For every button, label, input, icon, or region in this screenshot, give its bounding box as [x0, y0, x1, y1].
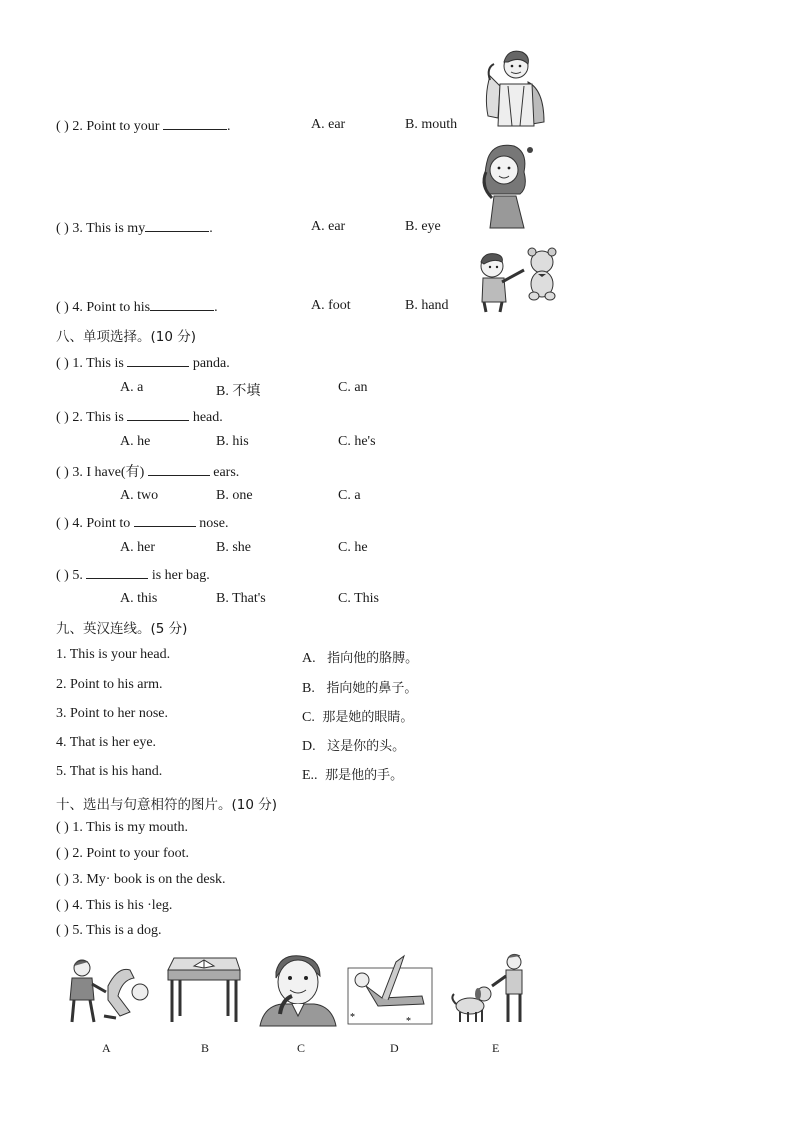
answer-paren[interactable]: ( ) [56, 119, 69, 134]
answer-paren[interactable]: ( ) [56, 820, 69, 835]
match-letter: A. [302, 651, 316, 666]
answer-paren[interactable]: ( ) [56, 465, 69, 480]
question-text: 2. Point to your foot. [72, 846, 189, 861]
picture-label-c: C [297, 1041, 306, 1055]
option-b: B. she [216, 540, 251, 555]
option-c: C. he's [338, 434, 376, 449]
match-text: 那是她的眼睛。 [322, 710, 414, 725]
match-right-5[interactable] [302, 764, 403, 784]
option-a: A. ear [311, 117, 346, 132]
question-text: 2. This is [72, 410, 124, 425]
match-left-3[interactable]: 3. Point to her nose. [56, 706, 168, 721]
option-b: B. his [216, 434, 249, 449]
boy-with-teddy-bear-icon [474, 246, 564, 312]
boy-leg-up-icon [348, 954, 436, 1026]
match-right-3[interactable] [302, 706, 413, 726]
question-text: 3. My· book is on the desk. [72, 872, 226, 887]
kids-playing-icon [60, 956, 152, 1026]
option-a: A. her [120, 540, 155, 555]
match-text: 那是他的手。 [325, 768, 404, 783]
svg-text:*: * [350, 1012, 355, 1023]
q10-1 [56, 820, 188, 836]
option-c: C. he [338, 540, 368, 555]
answer-paren[interactable]: ( ) [56, 516, 69, 531]
boy-pointing-mouth-icon [258, 954, 338, 1026]
option-b: B. That's [216, 591, 266, 606]
match-left-1[interactable]: 1. This is your head. [56, 647, 171, 662]
match-right-4[interactable] [302, 735, 405, 755]
question-text-end: ears. [213, 465, 240, 480]
q10-5 [56, 923, 162, 939]
answer-blank[interactable] [127, 354, 189, 367]
option-b: B. one [216, 488, 253, 503]
match-left-4[interactable]: 4. That is her eye. [56, 735, 157, 750]
option-c: C. This [338, 591, 379, 606]
question-text: 5. [72, 568, 83, 583]
question-text: 3. I have(有) [72, 465, 145, 480]
q8-5 [56, 566, 210, 584]
svg-text:*: * [406, 1016, 411, 1027]
question-text-end: panda. [192, 356, 230, 371]
question-text: 4. Point to [72, 516, 131, 531]
answer-blank[interactable] [127, 408, 189, 421]
answer-paren[interactable]: ( ) [56, 923, 69, 938]
option-a: A. he [120, 434, 151, 449]
answer-blank[interactable] [86, 566, 148, 579]
match-letter: D. [302, 739, 316, 754]
period: . [214, 300, 218, 315]
answer-blank[interactable] [145, 219, 209, 232]
boy-with-backpack-icon [478, 46, 558, 128]
question-text: 3. This is my [72, 221, 146, 236]
answer-paren[interactable]: ( ) [56, 568, 69, 583]
section-9-title: 九、英汉连线。(5 分) [56, 621, 188, 637]
q10-2 [56, 846, 189, 862]
question-text: 5. This is a dog. [72, 923, 162, 938]
option-b: B. hand [405, 298, 449, 313]
match-text: 这是你的头。 [327, 739, 406, 754]
question-text-end: head. [192, 410, 223, 425]
q10-3 [56, 872, 226, 888]
period: . [209, 221, 213, 236]
answer-paren[interactable]: ( ) [56, 300, 69, 315]
option-a: A. this [120, 591, 158, 606]
option-a: A. ear [311, 219, 346, 234]
answer-paren[interactable]: ( ) [56, 356, 69, 371]
q7-3-row [56, 219, 213, 237]
match-letter: C. [302, 710, 315, 725]
desk-with-book-icon [166, 954, 242, 1026]
question-text-end: nose. [199, 516, 229, 531]
answer-paren[interactable]: ( ) [56, 898, 69, 913]
answer-blank[interactable] [148, 463, 210, 476]
question-text: 4. Point to his [72, 300, 151, 315]
option-c: C. a [338, 488, 361, 503]
option-a: A. foot [311, 298, 351, 313]
q7-4-row [56, 298, 218, 316]
option-b: B. eye [405, 219, 441, 234]
answer-blank[interactable] [150, 298, 214, 311]
question-text-end: is her bag. [151, 568, 210, 583]
section-10-title: 十、选出与句意相符的图片。(10 分) [56, 797, 278, 813]
question-text: 1. This is [72, 356, 124, 371]
picture-label-e: E [492, 1041, 500, 1055]
answer-blank[interactable] [134, 514, 196, 527]
match-left-5[interactable]: 5. That is his hand. [56, 764, 163, 779]
q10-4 [56, 898, 172, 914]
question-text: 4. This is his ·leg. [72, 898, 173, 913]
option-a: A. two [120, 488, 159, 503]
q8-1 [56, 354, 230, 372]
match-right-1[interactable] [302, 647, 418, 667]
question-text: 1. This is my mouth. [72, 820, 188, 835]
match-letter: E.. [302, 768, 318, 783]
boy-with-dog-icon [448, 950, 532, 1026]
option-b: B. 不填 [216, 384, 261, 399]
picture-label-a: A [102, 1041, 111, 1055]
q8-4 [56, 514, 228, 532]
match-letter: B. [302, 681, 315, 696]
q7-2-row [56, 117, 230, 135]
picture-label-d: D [390, 1041, 399, 1055]
answer-paren[interactable]: ( ) [56, 410, 69, 425]
picture-label-b: B [201, 1041, 210, 1055]
match-text: 指向他的胳膊。 [327, 651, 419, 666]
match-right-2[interactable] [302, 677, 417, 697]
section-8-title: 八、单项选择。(10 分) [56, 329, 197, 345]
match-text: 指向她的鼻子。 [326, 681, 418, 696]
q8-3 [56, 461, 239, 481]
option-c: C. an [338, 380, 368, 395]
period: . [226, 119, 231, 134]
option-a: A. a [120, 380, 144, 395]
answer-paren[interactable]: ( ) [56, 872, 69, 887]
answer-blank[interactable] [163, 117, 227, 130]
answer-paren[interactable]: ( ) [56, 221, 69, 236]
q8-2 [56, 408, 223, 426]
girl-pointing-ear-icon [474, 142, 536, 230]
match-left-2[interactable]: 2. Point to his arm. [56, 677, 163, 692]
option-b: B. mouth [405, 117, 458, 132]
question-text: 2. Point to your [72, 119, 160, 134]
answer-paren[interactable]: ( ) [56, 846, 69, 861]
